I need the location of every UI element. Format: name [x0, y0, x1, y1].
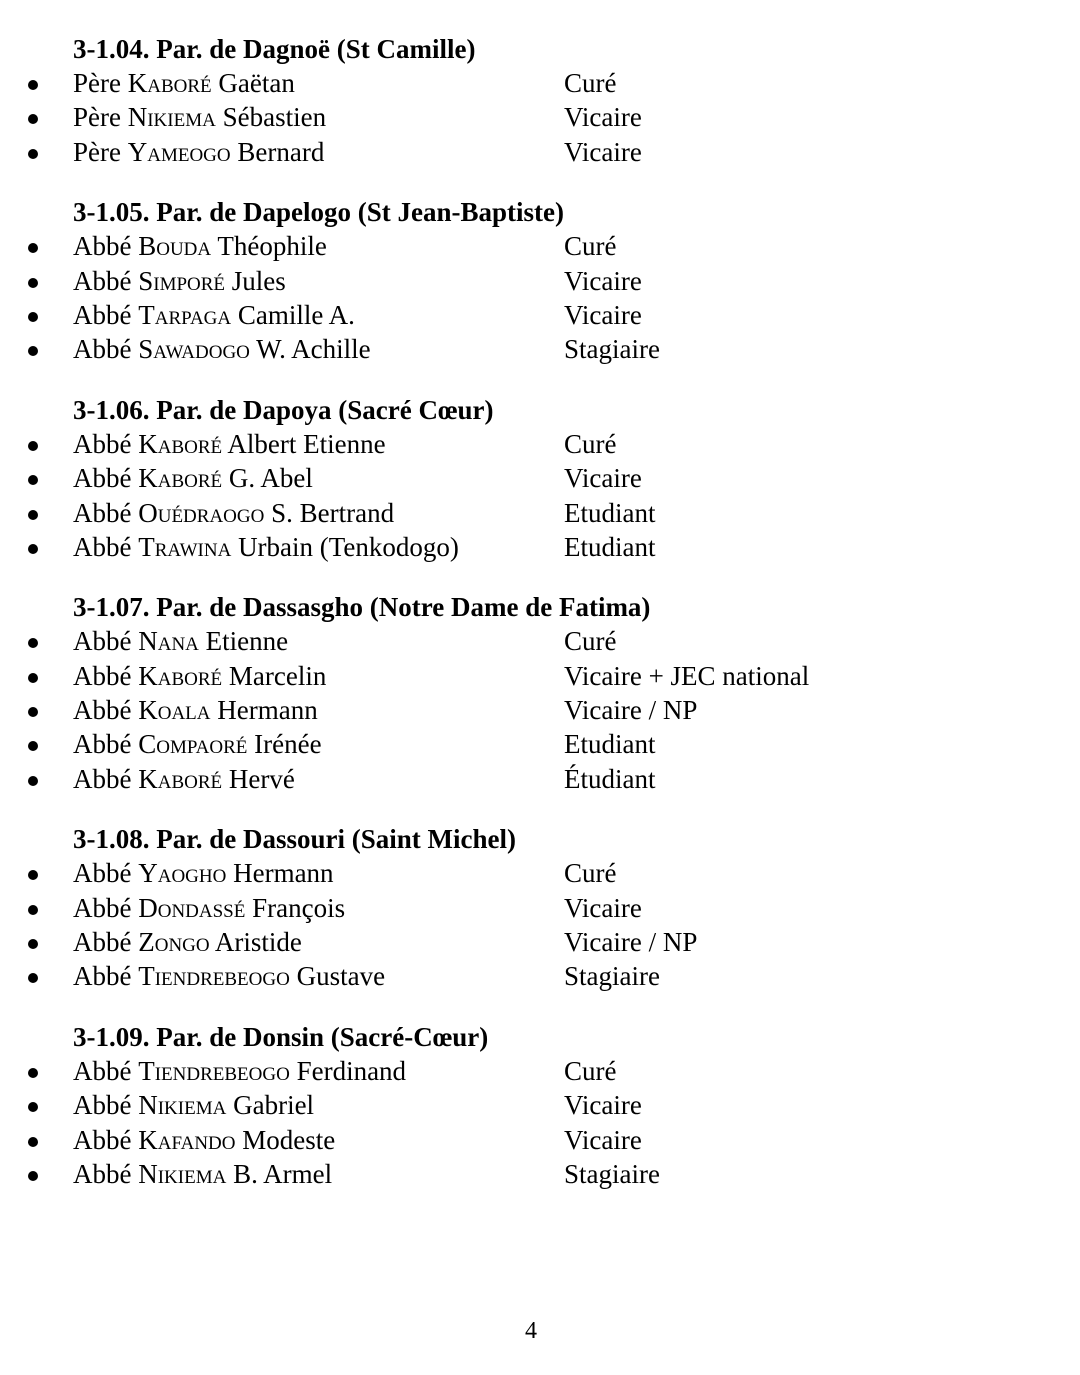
- clergy-title: Abbé: [73, 927, 132, 958]
- clergy-given-name: Ferdinand: [296, 1055, 407, 1086]
- bullet-icon: [28, 475, 38, 485]
- clergy-role: Étudiant: [564, 763, 656, 794]
- clergy-surname: Trawina: [138, 531, 232, 562]
- clergy-name: [73, 624, 288, 658]
- clergy-given-name: Irénée: [254, 729, 322, 760]
- clergy-surname: Tiendrebeogo: [138, 961, 290, 992]
- clergy-name: [73, 659, 326, 693]
- clergy-entry: [0, 332, 1080, 366]
- clergy-name: [73, 1123, 335, 1157]
- bullet-icon: [28, 707, 38, 717]
- clergy-role: Curé: [564, 858, 617, 889]
- clergy-title: Abbé: [73, 531, 132, 562]
- parish-heading: 3-1.06. Par. de Dapoya (Sacré Cœur): [73, 394, 494, 425]
- clergy-name: [73, 693, 318, 727]
- bullet-icon: [28, 638, 38, 648]
- clergy-surname: Yameogo: [127, 136, 231, 167]
- clergy-entry: [0, 530, 1080, 564]
- clergy-given-name: Gustave: [296, 961, 386, 992]
- clergy-entry: [0, 298, 1080, 332]
- clergy-given-name: Hermann: [217, 695, 318, 726]
- bullet-icon: [28, 441, 38, 451]
- clergy-entry: [0, 891, 1080, 925]
- clergy-name: [73, 1157, 332, 1191]
- bullet-icon: [28, 510, 38, 520]
- clergy-name: [73, 427, 386, 461]
- clergy-entry: [0, 959, 1080, 993]
- clergy-entry: [0, 659, 1080, 693]
- bullet-icon: [28, 278, 38, 288]
- clergy-name: [73, 925, 302, 959]
- clergy-given-name: Aristide: [214, 927, 302, 958]
- clergy-name: [73, 66, 295, 100]
- bullet-icon: [28, 346, 38, 356]
- clergy-entry: [0, 461, 1080, 495]
- bullet-icon: [28, 80, 38, 90]
- clergy-name: [73, 1088, 314, 1122]
- clergy-surname: Kaboré: [138, 763, 223, 794]
- clergy-given-name: Gaëtan: [218, 68, 295, 98]
- clergy-surname: Kaboré: [138, 660, 223, 691]
- clergy-given-name: Albert Etienne: [227, 428, 386, 459]
- clergy-name: [73, 959, 385, 993]
- parish-section: [0, 393, 1080, 565]
- clergy-title: Abbé: [73, 299, 132, 330]
- clergy-role: Etudiant: [564, 729, 656, 760]
- clergy-surname: Dondassé: [138, 892, 246, 923]
- clergy-surname: Yaogho: [138, 858, 227, 889]
- clergy-title: Père: [73, 136, 121, 167]
- clergy-role: Vicaire / NP: [564, 695, 698, 726]
- clergy-given-name: Sébastien: [222, 102, 327, 133]
- clergy-title: Abbé: [73, 1090, 132, 1121]
- clergy-name: [73, 891, 345, 925]
- clergy-surname: Kafando: [138, 1124, 236, 1155]
- clergy-surname: Ouédraogo: [138, 497, 265, 528]
- clergy-given-name: B. Armel: [233, 1158, 333, 1189]
- clergy-entry: [0, 135, 1080, 169]
- clergy-role: Vicaire: [564, 1090, 642, 1121]
- clergy-title: Abbé: [73, 729, 132, 760]
- document-body: [0, 32, 1080, 1217]
- clergy-given-name: Bernard: [237, 136, 325, 167]
- parish-heading: 3-1.07. Par. de Dassasgho (Notre Dame de Fatima): [73, 592, 651, 623]
- clergy-role: Curé: [564, 626, 617, 657]
- parish-heading: 3-1.08. Par. de Dassouri (Saint Michel): [73, 824, 516, 855]
- clergy-surname: Kaboré: [138, 428, 223, 459]
- bullet-icon: [28, 114, 38, 124]
- clergy-given-name: Hermann: [233, 858, 334, 889]
- clergy-role: Vicaire: [564, 463, 642, 494]
- clergy-surname: Tiendrebeogo: [138, 1055, 290, 1086]
- bullet-icon: [28, 673, 38, 683]
- clergy-surname: Zongo: [138, 927, 210, 958]
- clergy-surname: Nikiema: [138, 1158, 227, 1189]
- clergy-entry: [0, 100, 1080, 134]
- clergy-given-name: François: [252, 892, 346, 923]
- clergy-title: Abbé: [73, 695, 132, 726]
- clergy-surname: Nana: [138, 626, 199, 657]
- clergy-role: Vicaire: [564, 102, 642, 133]
- clergy-name: [73, 332, 371, 366]
- clergy-surname: Nikiema: [127, 102, 216, 133]
- clergy-entry: [0, 1088, 1080, 1122]
- clergy-given-name: Etienne: [205, 626, 289, 657]
- clergy-given-name: Urbain (Tenkodogo): [238, 531, 459, 562]
- clergy-given-name: W. Achille: [256, 334, 371, 365]
- clergy-role: Curé: [564, 68, 617, 98]
- clergy-entry: [0, 762, 1080, 796]
- bullet-icon: [28, 939, 38, 949]
- clergy-title: Abbé: [73, 334, 132, 365]
- clergy-name: [73, 762, 295, 796]
- clergy-role: Stagiaire: [564, 334, 660, 365]
- clergy-role: Stagiaire: [564, 1158, 660, 1189]
- bullet-icon: [28, 149, 38, 159]
- clergy-role: Curé: [564, 428, 617, 459]
- clergy-name: [73, 856, 334, 890]
- clergy-name: [73, 727, 322, 761]
- clergy-given-name: Modeste: [242, 1124, 336, 1155]
- clergy-entry: [0, 727, 1080, 761]
- clergy-role: Vicaire: [564, 136, 642, 167]
- clergy-surname: Simporé: [138, 265, 226, 296]
- clergy-given-name: G. Abel: [228, 463, 313, 494]
- clergy-role: Vicaire: [564, 892, 642, 923]
- clergy-title: Abbé: [73, 497, 132, 528]
- clergy-role: Curé: [564, 231, 617, 262]
- clergy-entry: [0, 1157, 1080, 1191]
- clergy-title: Abbé: [73, 626, 132, 657]
- clergy-given-name: Jules: [231, 265, 286, 296]
- clergy-given-name: Théophile: [217, 231, 327, 262]
- parish-section: [0, 590, 1080, 796]
- clergy-name: [73, 100, 326, 134]
- clergy-surname: Kaboré: [138, 463, 223, 494]
- clergy-title: Abbé: [73, 1124, 132, 1155]
- clergy-name: [73, 530, 459, 564]
- clergy-surname: Bouda: [138, 231, 212, 262]
- clergy-name: [73, 298, 355, 332]
- parish-section: [0, 1020, 1080, 1192]
- clergy-surname: Nikiema: [138, 1090, 227, 1121]
- clergy-name: [73, 496, 394, 530]
- clergy-title: Abbé: [73, 1055, 132, 1086]
- bullet-icon: [28, 741, 38, 751]
- clergy-name: [73, 135, 324, 169]
- parish-heading: 3-1.05. Par. de Dapelogo (St Jean-Baptiste): [73, 197, 564, 228]
- clergy-entry: [0, 264, 1080, 298]
- bullet-icon: [28, 243, 38, 253]
- clergy-entry: [0, 427, 1080, 461]
- clergy-role: Etudiant: [564, 531, 656, 562]
- parish-heading: 3-1.04. Par. de Dagnoë (St Camille): [73, 34, 476, 64]
- clergy-title: Père: [73, 68, 121, 98]
- clergy-entry: [0, 1054, 1080, 1088]
- clergy-title: Abbé: [73, 428, 132, 459]
- clergy-surname: Sawadogo: [138, 334, 250, 365]
- bullet-icon: [28, 544, 38, 554]
- clergy-role: Vicaire: [564, 299, 642, 330]
- bullet-icon: [28, 905, 38, 915]
- parish-section: [0, 195, 1080, 367]
- bullet-icon: [28, 1171, 38, 1181]
- clergy-name: [73, 264, 286, 298]
- clergy-entry: [0, 229, 1080, 263]
- clergy-surname: Compaoré: [138, 729, 248, 760]
- clergy-entry: [0, 925, 1080, 959]
- clergy-title: Abbé: [73, 463, 132, 494]
- clergy-role: Curé: [564, 1055, 617, 1086]
- clergy-given-name: S. Bertrand: [271, 497, 395, 528]
- bullet-icon: [28, 870, 38, 880]
- clergy-title: Abbé: [73, 1158, 132, 1189]
- clergy-entry: [0, 856, 1080, 890]
- clergy-title: Abbé: [73, 231, 132, 262]
- clergy-given-name: Gabriel: [233, 1090, 315, 1121]
- parish-section: [0, 822, 1080, 994]
- bullet-icon: [28, 1102, 38, 1112]
- clergy-entry: [0, 1123, 1080, 1157]
- bullet-icon: [28, 776, 38, 786]
- clergy-title: Abbé: [73, 858, 132, 889]
- clergy-entry: [0, 66, 1080, 100]
- clergy-title: Abbé: [73, 763, 132, 794]
- bullet-icon: [28, 1068, 38, 1078]
- parish-heading: 3-1.09. Par. de Donsin (Sacré-Cœur): [73, 1021, 489, 1052]
- clergy-role: Vicaire + JEC national: [564, 660, 810, 691]
- clergy-given-name: Camille A.: [237, 299, 355, 330]
- bullet-icon: [28, 312, 38, 322]
- page-number: 4: [525, 1318, 537, 1344]
- clergy-given-name: Marcelin: [228, 660, 327, 691]
- bullet-icon: [28, 973, 38, 983]
- clergy-name: [73, 461, 313, 495]
- clergy-role: Vicaire / NP: [564, 927, 698, 958]
- clergy-role: Stagiaire: [564, 961, 660, 992]
- clergy-name: [73, 1054, 406, 1088]
- clergy-entry: [0, 693, 1080, 727]
- clergy-role: Vicaire: [564, 1124, 642, 1155]
- clergy-title: Père: [73, 102, 121, 133]
- clergy-role: Vicaire: [564, 265, 642, 296]
- clergy-title: Abbé: [73, 660, 132, 691]
- clergy-entry: [0, 496, 1080, 530]
- clergy-title: Abbé: [73, 961, 132, 992]
- clergy-name: [73, 229, 327, 263]
- clergy-title: Abbé: [73, 892, 132, 923]
- clergy-surname: Tarpaga: [138, 299, 232, 330]
- bullet-icon: [28, 1137, 38, 1147]
- clergy-surname: Kaboré: [127, 68, 212, 98]
- clergy-surname: Koala: [138, 695, 211, 726]
- parish-section: [0, 32, 1080, 169]
- clergy-given-name: Hervé: [228, 763, 295, 794]
- clergy-role: Etudiant: [564, 497, 656, 528]
- clergy-entry: [0, 624, 1080, 658]
- clergy-title: Abbé: [73, 265, 132, 296]
